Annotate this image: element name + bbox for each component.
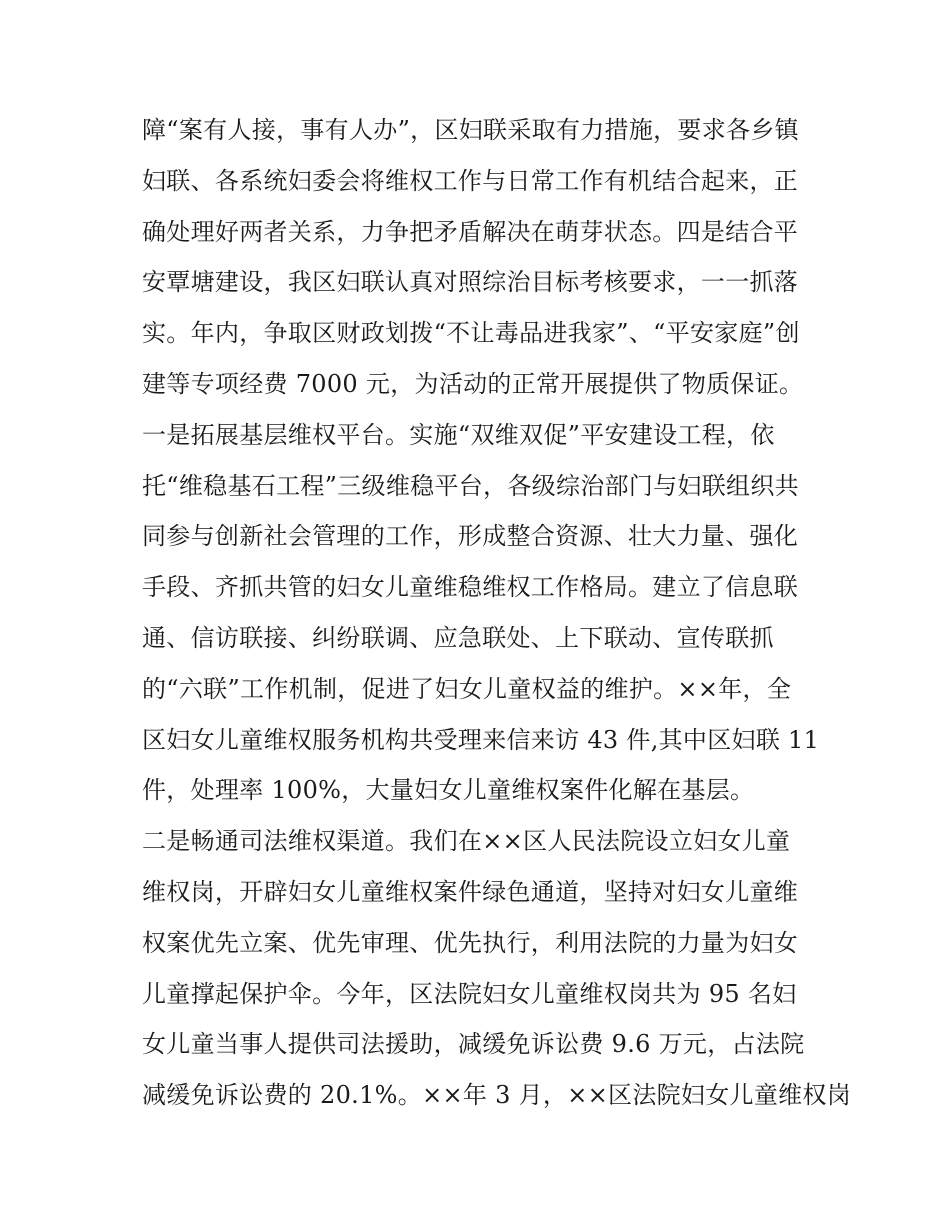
text-line: 同参与创新社会管理的工作，形成整合资源、壮大力量、强化 — [142, 522, 799, 551]
text-line: 的“六联”工作机制，促进了妇女儿童权益的维护。××年，全 — [142, 674, 792, 703]
text-line: 区妇女儿童维权服务机构共受理来信来访 43 件,其中区妇联 11 — [142, 725, 820, 754]
text-line: 实。年内，争取区财政划拨“不让毒品进我家”、“平安家庭”创 — [142, 319, 800, 348]
text-line: 确处理好两者关系，力争把矛盾解决在萌芽状态。四是结合平 — [142, 217, 799, 246]
text-line: 二是畅通司法维权渠道。我们在××区人民法院设立妇女儿童 — [142, 827, 791, 856]
text-line: 通、信访联接、纠纷联调、应急联处、上下联动、宣传联抓 — [142, 623, 774, 652]
body-text — [142, 105, 852, 1121]
text-line: 儿童撑起保护伞。今年，区法院妇女儿童维权岗共为 95 名妇 — [142, 979, 797, 1008]
text-line: 手段、齐抓共管的妇女儿童维稳维权工作格局。建立了信息联 — [142, 573, 799, 602]
text-line: 安覃塘建设，我区妇联认真对照综治目标考核要求，一一抓落 — [142, 268, 799, 297]
text-line: 女儿童当事人提供司法援助，减缓免诉讼费 9.6 万元，占法院 — [142, 1030, 805, 1059]
text-line: 托“维稳基石工程”三级维稳平台，各级综治部门与妇联组织共 — [142, 471, 799, 500]
text-line: 建等专项经费 7000 元，为活动的正常开展提供了物质保证。 — [142, 369, 804, 398]
text-line: 减缓免诉讼费的 20.1%。××年 3 月，××区法院妇女儿童维权岗 — [142, 1081, 852, 1110]
text-line: 维权岗，开辟妇女儿童维权案件绿色通道，坚持对妇女儿童维 — [142, 877, 799, 906]
text-line: 妇联、各系统妇委会将维权工作与日常工作有机结合起来，正 — [142, 166, 799, 195]
text-line: 障“案有人接，事有人办”，区妇联采取有力措施，要求各乡镇 — [142, 116, 799, 144]
text-line: 权案优先立案、优先审理、优先执行，利用法院的力量为妇女 — [142, 928, 799, 957]
text-line: 件，处理率 100%，大量妇女儿童维权案件化解在基层。 — [142, 776, 755, 805]
text-line: 一是拓展基层维权平台。实施“双维双促”平安建设工程，依 — [142, 420, 775, 449]
